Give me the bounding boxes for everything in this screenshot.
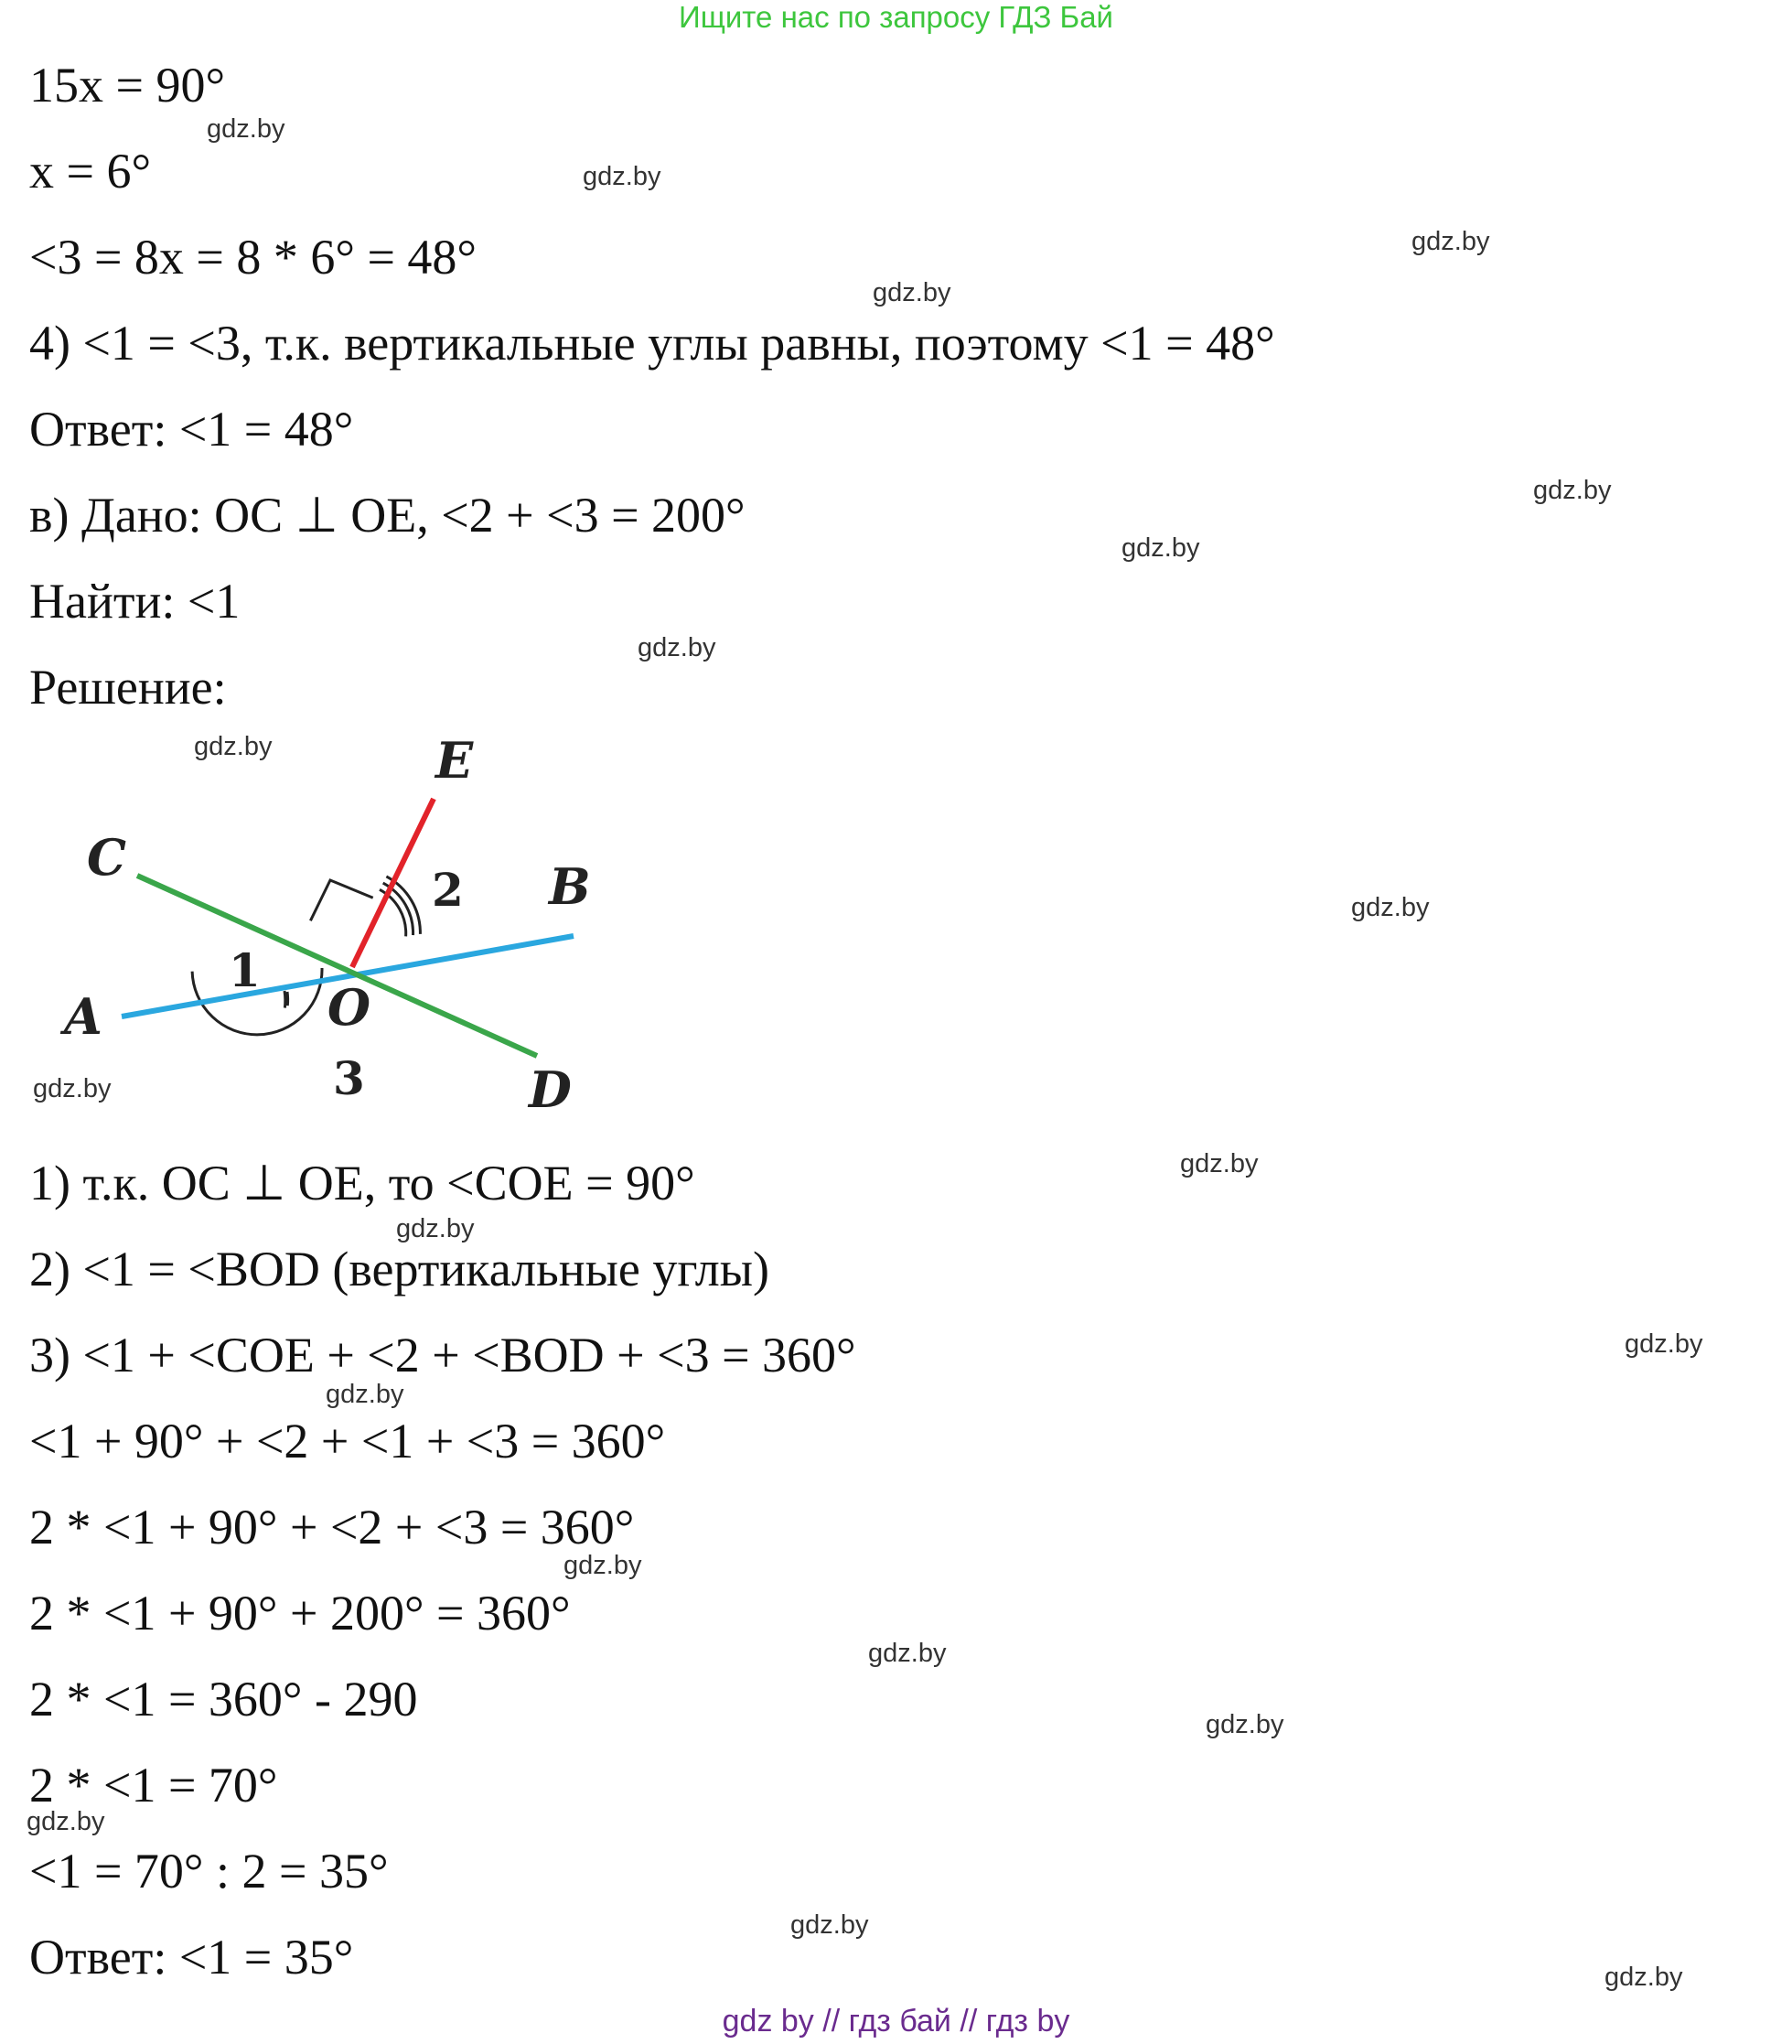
solution-line: <3 = 8x = 8 * 6° = 48° [29,230,478,285]
watermark: gdz.by [790,1910,869,1940]
given-line: в) Дано: OC ⊥ OE, <2 + <3 = 200° [29,488,746,543]
angle-figure [37,732,622,1116]
watermark: gdz.by [1351,893,1430,922]
solution-line: 4) <1 = <3, т.к. вертикальные углы равны, поэтому <1 = 48° [29,316,1275,371]
watermark: gdz.by [1604,1963,1683,1992]
solution-line: 1) т.к. OC ⊥ OE, то <COE = 90° [29,1156,695,1210]
watermark: gdz.by [563,1551,642,1580]
point-b-label: B [549,857,591,916]
watermark: gdz.by [194,732,273,761]
solution-line: 2 * <1 + 90° + 200° = 360° [29,1586,571,1641]
solution-line: x = 6° [29,144,152,199]
solution-line: 2 * <1 + 90° + <2 + <3 = 360° [29,1500,635,1555]
watermark: gdz.by [1533,476,1612,505]
point-e-label: E [435,732,474,790]
footer-links: gdz by // гдз бай // гдз by [722,2004,1070,2039]
solution-line: 15x = 90° [29,58,226,113]
angle-1-label: 1 [229,943,261,997]
watermark: gdz.by [207,114,285,144]
watermark: gdz.by [583,162,661,191]
watermark: gdz.by [868,1639,947,1668]
answer-line: Ответ: <1 = 48° [29,402,354,457]
watermark: gdz.by [1411,227,1490,256]
watermark: gdz.by [638,633,716,662]
ray-oe [352,799,434,967]
watermark: gdz.by [396,1214,475,1243]
header-banner: Ищите нас по запросу ГДЗ Бай [679,0,1113,34]
point-o-label: O [327,978,371,1037]
watermark: gdz.by [873,278,951,307]
angle-2-arc [380,877,420,937]
watermark: gdz.by [1121,533,1200,563]
watermark: gdz.by [1625,1329,1703,1359]
solution-line: 3) <1 + <COE + <2 + <BOD + <3 = 360° [29,1328,856,1382]
watermark: gdz.by [33,1074,112,1103]
point-a-label: A [64,987,102,1046]
angle-2-label: 2 [432,863,464,917]
solution-line: 2 * <1 = 360° - 290 [29,1672,418,1727]
solution-heading: Решение: [29,660,227,715]
solution-line: <1 = 70° : 2 = 35° [29,1844,389,1899]
right-angle-mark [310,880,372,920]
point-d-label: D [529,1060,572,1116]
watermark: gdz.by [1180,1149,1259,1178]
watermark: gdz.by [1206,1710,1284,1739]
point-c-label: C [87,828,126,887]
angle-1-arc [284,991,288,1008]
solution-line: <1 + 90° + <2 + <1 + <3 = 360° [29,1414,666,1468]
solution-line: 2 * <1 = 70° [29,1758,278,1813]
watermark: gdz.by [326,1380,404,1409]
answer-line: Ответ: <1 = 35° [29,1930,354,1985]
angle-3-label: 3 [333,1051,365,1105]
watermark: gdz.by [27,1807,105,1836]
find-line: Найти: <1 [29,574,241,629]
solution-line: 2) <1 = <BOD (вертикальные углы) [29,1242,769,1296]
